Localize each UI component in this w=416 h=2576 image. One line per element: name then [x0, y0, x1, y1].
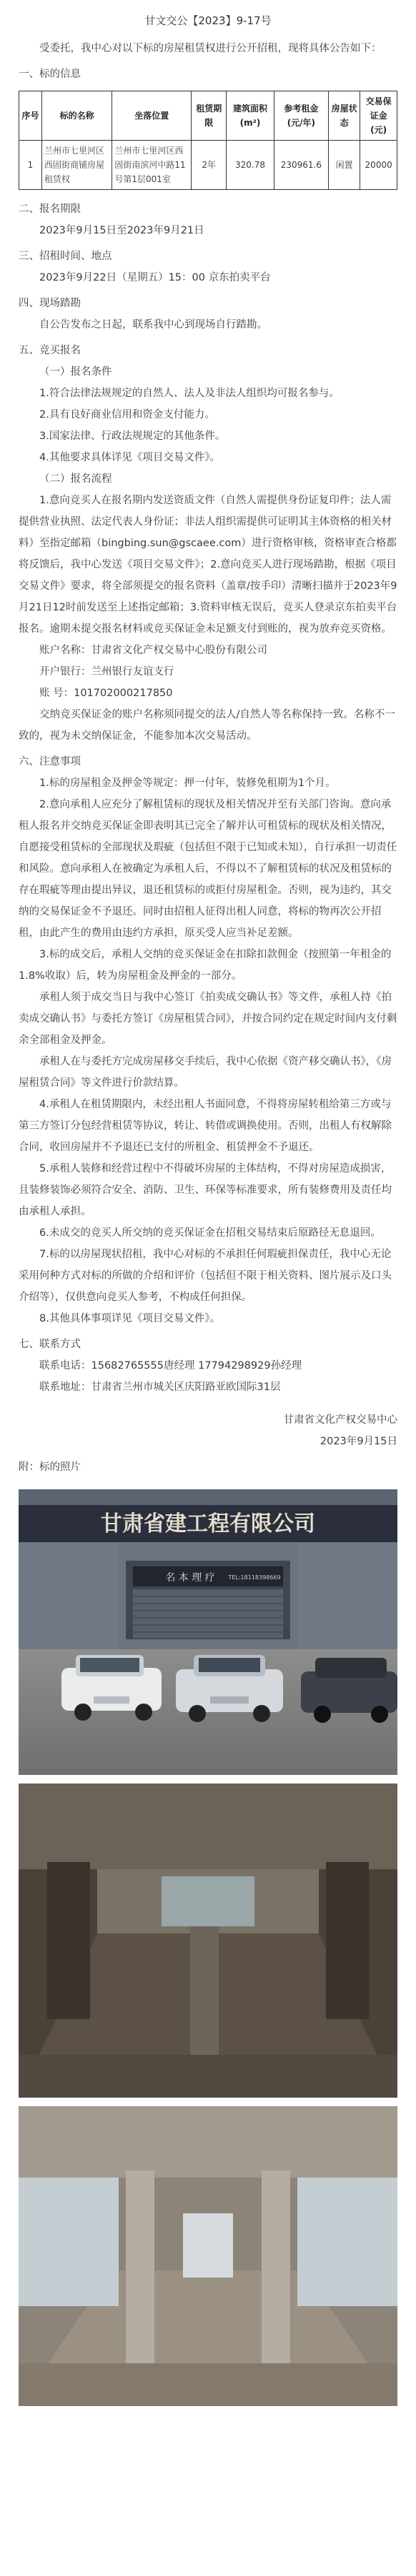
section-1-title: 一、标的信息: [19, 69, 81, 80]
notice-item: 8.其他具体事项详见《项目交易文件》。: [39, 1313, 221, 1324]
table-header-cell: 房屋状态: [329, 91, 360, 141]
photo-gallery: [19, 1489, 397, 2406]
notice-item: 5.承租人装修和经营过程中不得破坏房屋的主体结构，不得对房屋造成损害，且装修装饰必须符合安全、消防、卫生、环保等标准要求，所有装修费用及责任均由承租人承担。: [19, 1163, 392, 1217]
notice-item: 承租人在与委托方完成房屋移交手续后，我中心依据《资产移交确认书》，《房屋租赁合同》等文件进行价款结算。: [19, 1056, 392, 1089]
table-header-cell: 参考租金(元/年): [274, 91, 328, 141]
storefront-photo: [19, 1489, 397, 1775]
section-6-title: 六、注意事项: [19, 756, 81, 768]
photos-title: 附：标的照片: [19, 1461, 81, 1473]
section-7-title: 七、联系方式: [19, 1339, 81, 1350]
notice-item: 4.承租人在租赁期限内，未经出租人书面同意，不得将房屋转租给第三方或与第三方签订分包经营租赁等协议，转让、转借或调换使用。否则，出租人有权解除合同，收回房屋并不予退还已支付的所租金、租赁押金不予退还。: [19, 1099, 392, 1153]
table-cell: 2年: [192, 141, 227, 190]
site-inspection-text: 自公告发布之日起，联系我中心到现场自行踏勘。: [39, 319, 267, 331]
condition-item: 4.其他要求具体详见《项目交易文件》。: [39, 452, 221, 463]
table-header-row: [19, 91, 397, 141]
signature-date: 2023年9月15日: [320, 1436, 397, 1447]
shop-sign-text: 名 本 理 疗: [165, 1572, 215, 1584]
table-cell: 20000: [360, 141, 397, 190]
section-4-title: 四、现场踏勘: [19, 298, 81, 309]
flow-subtitle: （二）报名流程: [39, 473, 112, 485]
account-number: 账 号：101702000217850: [39, 688, 173, 699]
table-header-cell: 交易保证金(元): [360, 91, 397, 141]
registration-period: 2023年9月15日至2023年9月21日: [39, 225, 204, 236]
notice-item: 1.标的房屋租金及押金等规定：押一付年，装修免租期为1个月。: [39, 778, 336, 789]
contact-phone: 联系电话：15682765555唐经理 17794298929孙经理: [39, 1360, 302, 1372]
table-cell: 230961.6: [274, 141, 328, 190]
table-header-cell: 标的名称: [41, 91, 112, 141]
intro-paragraph: 受委托，我中心对以下标的房屋租赁权进行公开招租，现将具体公告如下：: [39, 43, 382, 54]
contact-address: 联系地址：甘肃省兰州市城关区庆阳路亚欧国际31层: [39, 1382, 281, 1393]
notice-item: 7.标的以房屋现状招租，我中心对标的不承担任何瑕疵担保责任，我中心无论采用何种方式对标的所做的介绍和评价（包括但不限于相关资料、图片展示及口头介绍等），仅供意向竞买人参考，不构成任何担保。: [19, 1249, 392, 1303]
account-name: 账户名称：甘肃省文化产权交易中心股份有限公司: [39, 645, 267, 656]
interior-photo-2: [19, 2106, 397, 2406]
table-row: [19, 141, 397, 190]
flow-paragraph: 1.意向竞买人在报名期内发送资质文件（自然人需提供身份证复印件；法人需提供营业执照、法定代表人身份证；非法人组织需提供可证明其主体资格的相关材料）至指定邮箱（bingbing.sun@gscaee.com）进行资格审核，资格审查合格都将反馈后，我中心发送《项目交易文件》；2.意向竞买人进行现场踏勘，根据《项目交易文件》要求，将全部须提交的报名资料（盖章/按手印）清晰扫描并于2023年9月21日12时前发送至上述指定邮箱；3.资料审核无误后，竞买人登录京东拍卖平台报名。逾期未提交报名材料或竞买保证金未足额支付到账的，视为放弃竞买资格。: [19, 495, 397, 635]
table-header-cell: 坐落位置: [112, 91, 192, 141]
section-3-title: 三、招租时间、地点: [19, 251, 112, 262]
table-cell: 兰州市七里河区西固街商铺房屋租赁权: [41, 141, 112, 190]
table-cell: 闲置: [329, 141, 360, 190]
table-header-cell: 建筑面积(m²): [227, 91, 274, 141]
section-5-title: 五、竞买报名: [19, 345, 81, 356]
table-cell: 320.78: [227, 141, 274, 190]
document-number: 甘文交公【2023】9-17号: [144, 14, 272, 27]
signature-org: 甘肃省文化产权交易中心: [283, 1414, 397, 1426]
condition-item: 2.具有良好商业信用和资金支付能力。: [39, 409, 215, 421]
table-cell: 1: [19, 141, 42, 190]
table-header-cell: 租赁期限: [192, 91, 227, 141]
notice-item: 3.标的成交后，承租人交纳的竞买保证金在扣除扣款佣金（按照第一年租金的1.8%收取）后，转为房屋租金及押金的一部分。: [19, 949, 392, 982]
condition-item: 3.国家法律、行政法规规定的其他条件。: [39, 431, 226, 442]
conditions-subtitle: （一）报名条件: [39, 366, 112, 378]
storefront-sign-text: 甘肃省建工程有限公司: [101, 1511, 315, 1536]
lot-info-table: [19, 91, 397, 190]
table-header-cell: 序号: [19, 91, 42, 141]
deposit-note: 交纳竞买保证金的账户名称须同提交的法人/自然人等名称保持一致。名称不一致的，视为未交纳保证金，不能参加本次交易活动。: [19, 709, 395, 742]
notice-item: 6.未成交的竞买人所交纳的竞买保证金在招租交易结束后原路径无息退回。: [39, 1227, 381, 1239]
auction-time-place: 2023年9月22日（星期五）15：00 京东拍卖平台: [39, 272, 271, 283]
notice-item: 承租人须于成交当日与我中心签订《拍卖成交确认书》等文件，承租人持《拍卖成交确认书》与委托方签订《房屋租赁合同》，并按合同约定在规定时间内支付剩余全部租金及押金。: [19, 992, 397, 1046]
notice-item: 2.意向承租人应充分了解租赁标的现状及相关情况并至有关部门咨询。意向承租人报名并交纳竞买保证金即表明其已完全了解并认可租赁标的现状及相关情况，自愿接受租赁标的全部现状及瑕疵（包括但不限于已知或未知），自行承担一切责任和风险。意向承租人在被确定为承租人后，不得以不了解租赁标的状况及租赁标的存在瑕疵等理由提出异议，退还租赁标的或拒付房屋租金。否则，视为违约，其交纳的交易保证金不予退还。同时由招租人征得出租人同意，将标的物再次公开招租，由此产生的费用由违约方承担，原买受人应当补足差额。: [19, 799, 397, 939]
table-cell: 兰州市七里河区西固街南滨河中路11号第1层001室: [112, 141, 192, 190]
shop-phone-text: TEL:18118398669: [228, 1574, 281, 1581]
section-2-title: 二、报名期限: [19, 203, 81, 215]
condition-item: 1.符合法律法规规定的自然人、法人及非法人组织均可报名参与。: [39, 388, 340, 399]
bank-name: 开户银行：兰州银行友谊支行: [39, 666, 174, 678]
interior-photo-1: [19, 1783, 397, 2098]
